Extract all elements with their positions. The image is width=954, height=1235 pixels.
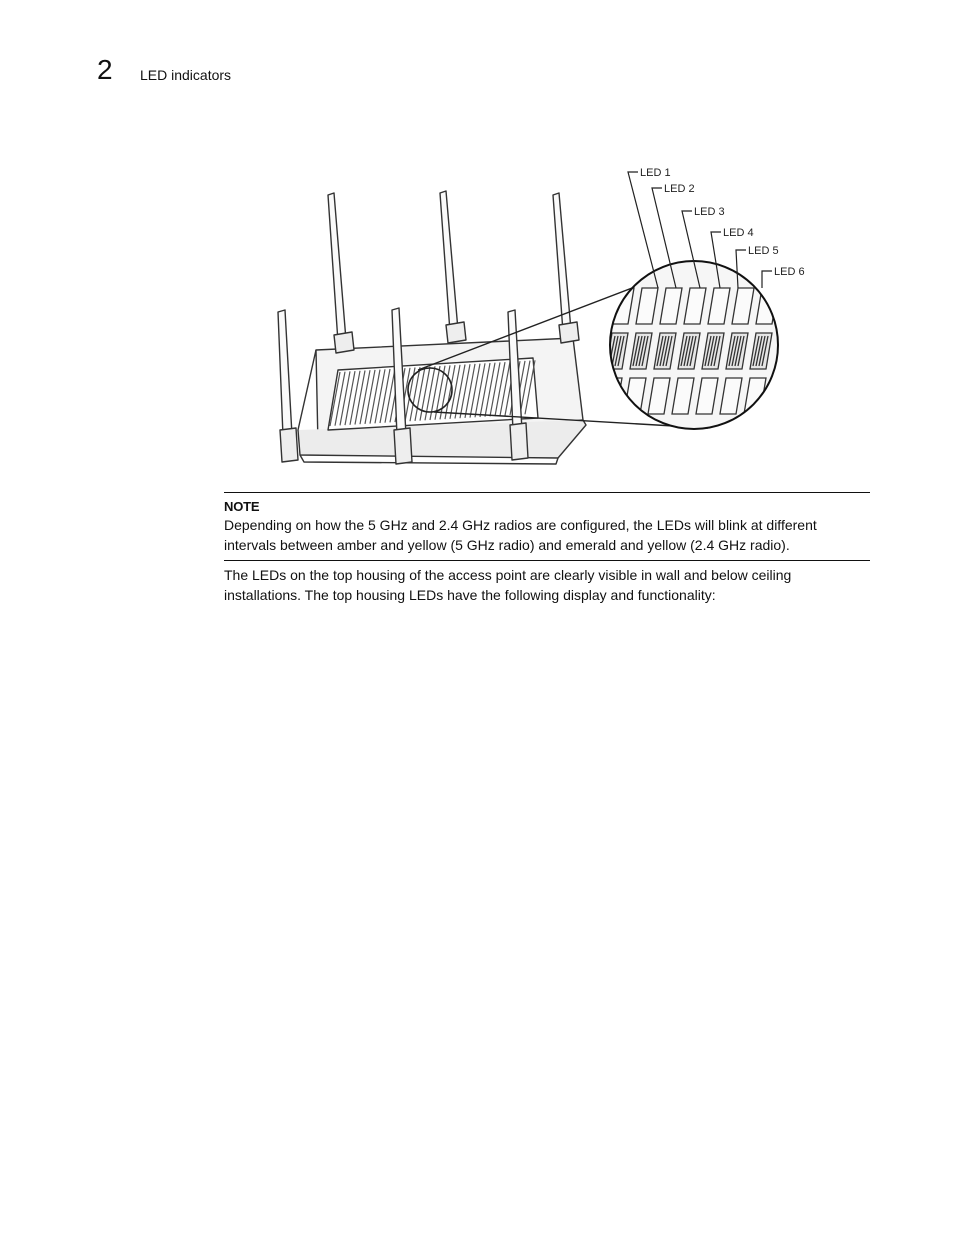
- access-point-led-figure: [268, 160, 828, 470]
- led-label: LED 2: [664, 183, 695, 195]
- led-label: LED 5: [748, 245, 779, 257]
- body-paragraph: The LEDs on the top housing of the access point are clearly visible in wall and below ceiling installations. The top housing LEDs have the following display and functionality:: [224, 567, 792, 603]
- antenna: [328, 193, 346, 342]
- led-label: LED 4: [723, 227, 754, 239]
- led-label: LED 3: [694, 206, 725, 218]
- note-text: Depending on how the 5 GHz and 2.4 GHz radios are configured, the LEDs will blink at different intervals between amber and yellow (5 GHz radio) and emerald and yellow (2.4 GHz radio).: [224, 517, 817, 553]
- antenna: [440, 191, 458, 332]
- note-block: [224, 492, 870, 561]
- chapter-number: 2: [97, 54, 113, 85]
- led-leader-line: [762, 271, 772, 288]
- note-label: NOTE: [224, 499, 260, 514]
- led-label: LED 1: [640, 167, 671, 179]
- led-label: LED 6: [774, 266, 805, 278]
- section-title: LED indicators: [140, 67, 232, 83]
- antenna: [553, 193, 571, 332]
- antenna: [278, 310, 292, 436]
- led-leader-line: [628, 172, 658, 288]
